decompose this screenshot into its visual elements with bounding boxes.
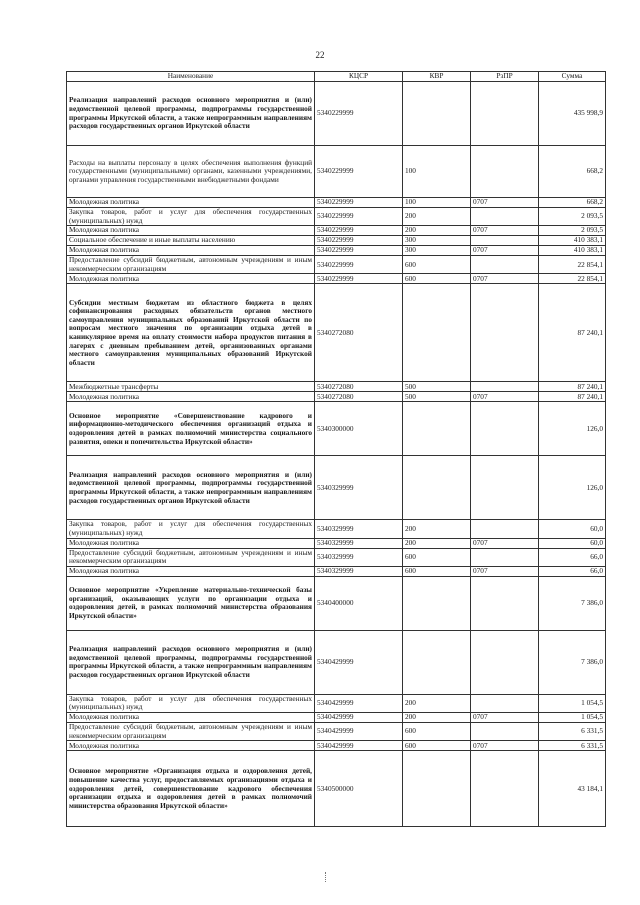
cell-sum: 410 383,1 <box>539 246 606 256</box>
cell-kcsr: 5340272080 <box>315 392 403 402</box>
cell-kcsr: 5340400000 <box>315 576 403 630</box>
cell-name: Закупка товаров, работ и услуг для обеспечения государственных (муниципальных) нужд <box>67 520 315 538</box>
cell-kcsr: 5340272080 <box>315 284 403 382</box>
cell-rzpr: 0707 <box>471 713 539 723</box>
table-row <box>67 566 606 576</box>
cell-kvr: 600 <box>403 723 471 741</box>
table-row <box>67 146 606 198</box>
cell-name: Молодежная политика <box>67 538 315 548</box>
cell-kcsr: 5340429999 <box>315 741 403 751</box>
cell-rzpr: 0707 <box>471 198 539 208</box>
cell-kvr <box>403 284 471 382</box>
table-row <box>67 392 606 402</box>
table-row <box>67 256 606 274</box>
page-number: 22 <box>315 50 325 60</box>
table-row <box>67 208 606 226</box>
cell-name: Основное мероприятие «Организация отдыха и оздоровления детей, повышение качества услуг, предоставляемых организациями отдыха и оздоровления детей, совершенствование кадрового обеспечения организации отдыха и оздоровления детей в рамках полномочий министерства образования Иркутской области» <box>67 751 315 827</box>
cell-kvr: 100 <box>403 198 471 208</box>
cell-kvr: 200 <box>403 208 471 226</box>
table-row <box>67 538 606 548</box>
cell-kvr: 200 <box>403 694 471 712</box>
cell-name: Закупка товаров, работ и услуг для обеспечения государственных (муниципальных) нужд <box>67 694 315 712</box>
cell-sum: 60,0 <box>539 520 606 538</box>
cell-rzpr <box>471 256 539 274</box>
cell-kvr: 200 <box>403 713 471 723</box>
cell-name: Расходы на выплаты персоналу в целях обеспечения выполнения функций государственными (муниципальными) органами, казенными учреждениями, органами управления государственными внебюджетными фондами <box>67 146 315 198</box>
table-row <box>67 548 606 566</box>
cell-rzpr: 0707 <box>471 274 539 284</box>
cell-kcsr: 5340229999 <box>315 208 403 226</box>
cell-name: Закупка товаров, работ и услуг для обеспечения государственных (муниципальных) нужд <box>67 208 315 226</box>
cell-kcsr: 5340229999 <box>315 274 403 284</box>
cell-sum: 60,0 <box>539 538 606 548</box>
header-kvr: КВР <box>403 72 471 82</box>
cell-rzpr: 0707 <box>471 226 539 236</box>
cell-name: Молодежная политика <box>67 392 315 402</box>
cell-sum: 410 383,1 <box>539 236 606 246</box>
cell-sum: 126,0 <box>539 456 606 520</box>
cell-kvr: 600 <box>403 566 471 576</box>
cell-kvr: 200 <box>403 520 471 538</box>
cell-sum: 435 998,9 <box>539 82 606 146</box>
cell-name: Субсидии местным бюджетам из областного бюджета в целях софинансирования расходных обязательств органов местного самоуправления муниципальных образований Иркутской области по вопросам местного значения по организации отдыха детей в каникулярное время на оплату стоимости набора продуктов питания в лагерях с дневным пребыванием детей, организованных органами местного самоуправления муниципальных образований Иркутской области <box>67 284 315 382</box>
cell-name: Социальное обеспечение и иные выплаты населению <box>67 236 315 246</box>
cell-sum: 66,0 <box>539 566 606 576</box>
cell-sum: 22 854,1 <box>539 256 606 274</box>
cell-rzpr <box>471 630 539 694</box>
table-row <box>67 713 606 723</box>
cell-name: Молодежная политика <box>67 566 315 576</box>
cell-kvr: 600 <box>403 274 471 284</box>
cell-rzpr <box>471 576 539 630</box>
cell-sum: 668,2 <box>539 146 606 198</box>
cell-kvr: 200 <box>403 538 471 548</box>
cell-name: Предоставление субсидий бюджетным, автономным учреждениям и иным некоммерческим организациям <box>67 256 315 274</box>
cell-name: Молодежная политика <box>67 741 315 751</box>
cell-kcsr: 5340229999 <box>315 226 403 236</box>
cell-kvr: 600 <box>403 741 471 751</box>
cell-kvr: 500 <box>403 382 471 392</box>
table-body <box>67 82 606 827</box>
cell-name: Основное мероприятие «Укрепление материально-технической базы организаций, оказывающих услуги по организации отдыха и оздоровления детей, в рамках полномочий министерства образования Иркутской области» <box>67 576 315 630</box>
cell-kcsr: 5340229999 <box>315 256 403 274</box>
header-kcsr: КЦСР <box>315 72 403 82</box>
table-row <box>67 236 606 246</box>
cell-kvr <box>403 630 471 694</box>
cell-rzpr: 0707 <box>471 741 539 751</box>
scan-mark <box>325 872 332 882</box>
cell-kvr <box>403 751 471 827</box>
table-row <box>67 246 606 256</box>
table-row <box>67 520 606 538</box>
cell-kvr: 500 <box>403 392 471 402</box>
cell-kcsr: 5340500000 <box>315 751 403 827</box>
cell-kcsr: 5340229999 <box>315 198 403 208</box>
cell-rzpr <box>471 456 539 520</box>
cell-sum: 22 854,1 <box>539 274 606 284</box>
cell-kcsr: 5340329999 <box>315 456 403 520</box>
cell-kcsr: 5340229999 <box>315 146 403 198</box>
cell-rzpr: 0707 <box>471 392 539 402</box>
cell-kcsr: 5340229999 <box>315 246 403 256</box>
cell-rzpr <box>471 694 539 712</box>
cell-name: Молодежная политика <box>67 198 315 208</box>
table-row <box>67 402 606 456</box>
cell-name: Молодежная политика <box>67 274 315 284</box>
cell-sum: 1 054,5 <box>539 713 606 723</box>
cell-kcsr: 5340272080 <box>315 382 403 392</box>
cell-sum: 7 386,0 <box>539 576 606 630</box>
cell-kcsr: 5340429999 <box>315 713 403 723</box>
table-row <box>67 226 606 236</box>
table-row <box>67 198 606 208</box>
cell-sum: 66,0 <box>539 548 606 566</box>
cell-sum: 126,0 <box>539 402 606 456</box>
cell-rzpr <box>471 208 539 226</box>
cell-kcsr: 5340429999 <box>315 723 403 741</box>
cell-kcsr: 5340229999 <box>315 82 403 146</box>
cell-sum: 2 093,5 <box>539 226 606 236</box>
table-row <box>67 741 606 751</box>
cell-rzpr <box>471 751 539 827</box>
cell-kvr: 100 <box>403 146 471 198</box>
table-row <box>67 751 606 827</box>
cell-sum: 668,2 <box>539 198 606 208</box>
cell-name: Реализация направлений расходов основного мероприятия и (или) ведомственной целевой программы, подпрограммы государственной программы Иркутской области, а также непрограммным направлениям расходов государственных органов Иркутской области <box>67 630 315 694</box>
cell-sum: 6 331,5 <box>539 723 606 741</box>
cell-sum: 1 054,5 <box>539 694 606 712</box>
cell-rzpr <box>471 82 539 146</box>
cell-name: Предоставление субсидий бюджетным, автономным учреждениям и иным некоммерческим организациям <box>67 548 315 566</box>
table-row <box>67 576 606 630</box>
cell-rzpr <box>471 402 539 456</box>
header-name: Наименование <box>67 72 315 82</box>
cell-sum: 87 240,1 <box>539 392 606 402</box>
table-row <box>67 630 606 694</box>
cell-rzpr <box>471 236 539 246</box>
cell-name: Молодежная политика <box>67 226 315 236</box>
cell-name: Основное мероприятие «Совершенствование кадрового и информационно-методического обеспечения организаций отдыха и оздоровления детей в рамках полномочий министерства социального развития, опеки и попечительства Иркутской области» <box>67 402 315 456</box>
cell-sum: 7 386,0 <box>539 630 606 694</box>
cell-kvr <box>403 402 471 456</box>
cell-kcsr: 5340300000 <box>315 402 403 456</box>
cell-name: Реализация направлений расходов основного мероприятия и (или) ведомственной целевой программы, подпрограммы государственной программы Иркутской области, а также непрограммным направлениям расходов государственных органов Иркутской области <box>67 82 315 146</box>
table-row <box>67 82 606 146</box>
cell-kcsr: 5340329999 <box>315 548 403 566</box>
cell-kcsr: 5340429999 <box>315 694 403 712</box>
cell-sum: 43 184,1 <box>539 751 606 827</box>
cell-kcsr: 5340329999 <box>315 520 403 538</box>
cell-kvr: 300 <box>403 236 471 246</box>
cell-kcsr: 5340329999 <box>315 538 403 548</box>
header-rzpr: РзПР <box>471 72 539 82</box>
header-sum: Сумма <box>539 72 606 82</box>
cell-name: Молодежная политика <box>67 246 315 256</box>
cell-kvr: 600 <box>403 256 471 274</box>
cell-kvr: 200 <box>403 226 471 236</box>
table-header-row <box>67 72 606 82</box>
cell-kcsr: 5340429999 <box>315 630 403 694</box>
cell-rzpr: 0707 <box>471 246 539 256</box>
cell-kcsr: 5340329999 <box>315 566 403 576</box>
cell-rzpr <box>471 548 539 566</box>
cell-kcsr: 5340229999 <box>315 236 403 246</box>
cell-kvr <box>403 576 471 630</box>
cell-rzpr <box>471 146 539 198</box>
cell-kvr: 300 <box>403 246 471 256</box>
cell-sum: 87 240,1 <box>539 284 606 382</box>
cell-rzpr: 0707 <box>471 538 539 548</box>
cell-rzpr <box>471 520 539 538</box>
cell-kvr <box>403 82 471 146</box>
table-row <box>67 284 606 382</box>
cell-name: Межбюджетные трансферты <box>67 382 315 392</box>
cell-rzpr <box>471 382 539 392</box>
table-row <box>67 694 606 712</box>
cell-kvr <box>403 456 471 520</box>
cell-name: Реализация направлений расходов основного мероприятия и (или) ведомственной целевой программы, подпрограммы государственной программы Иркутской области, а также непрограммным направлениям расходов государственных органов Иркутской области <box>67 456 315 520</box>
cell-rzpr <box>471 284 539 382</box>
cell-name: Предоставление субсидий бюджетным, автономным учреждениям и иным некоммерческим организациям <box>67 723 315 741</box>
budget-table <box>66 71 606 827</box>
cell-rzpr <box>471 723 539 741</box>
cell-sum: 87 240,1 <box>539 382 606 392</box>
table-row <box>67 274 606 284</box>
cell-kvr: 600 <box>403 548 471 566</box>
cell-rzpr: 0707 <box>471 566 539 576</box>
cell-sum: 6 331,5 <box>539 741 606 751</box>
cell-name: Молодежная политика <box>67 713 315 723</box>
table-row <box>67 382 606 392</box>
table-row <box>67 456 606 520</box>
table-row <box>67 723 606 741</box>
cell-sum: 2 093,5 <box>539 208 606 226</box>
